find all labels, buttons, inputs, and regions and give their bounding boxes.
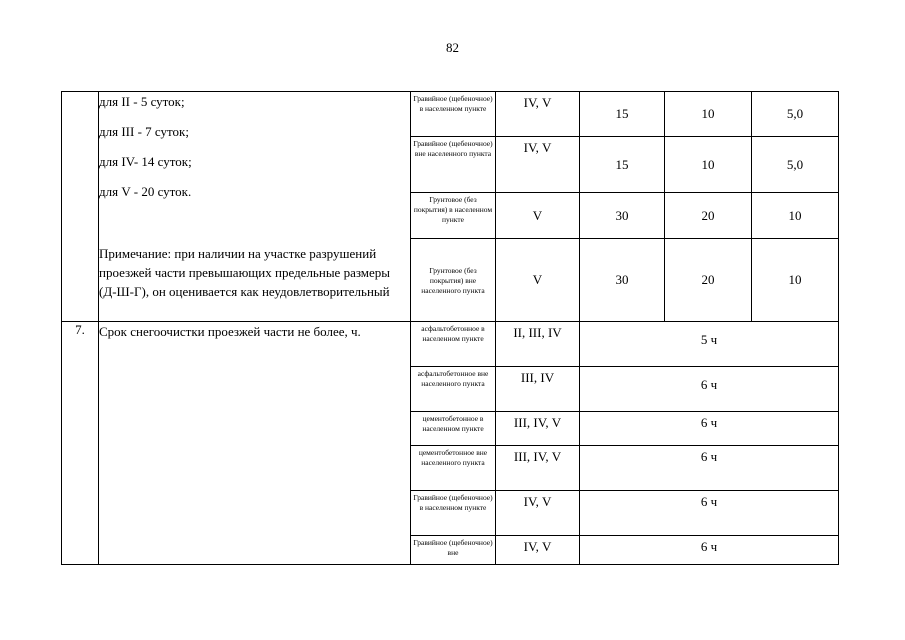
standards-table [61,91,839,565]
cover-type-cell: асфальтобетонное в населенном пункте [411,322,496,367]
item-number: 7. [62,322,99,565]
table-row [62,92,839,137]
number-cell [62,92,99,322]
category-cell: III, IV [496,367,580,412]
value-cell: 5,0 [752,137,839,193]
value-cell: 20 [665,239,752,322]
description-cell [99,92,411,322]
description-line: для III - 7 суток; [99,124,189,139]
value-cell: 10 [665,137,752,193]
description-line: для II - 5 суток; [99,94,185,109]
value-cell: 15 [580,92,665,137]
cover-type-cell: цементобетонное вне населенного пункта [411,446,496,491]
category-cell: IV, V [496,536,580,565]
cover-type-cell: Гравийное (щебеночное) вне населенного пункта [411,137,496,193]
category-cell: V [496,239,580,322]
description-line: Срок снегоочистки проезжей части не более, ч. [99,324,361,339]
category-cell: III, IV, V [496,412,580,446]
cover-type-cell: Гравийное (щебеночное) в населенном пункте [411,491,496,536]
snow-clearing-time: 5 ч [580,322,839,367]
category-cell: IV, V [496,491,580,536]
category-cell: II, III, IV [496,322,580,367]
snow-clearing-time: 6 ч [580,412,839,446]
cover-type-cell: Гравийное (щебеночное) в населенном пункте [411,92,496,137]
value-cell: 5,0 [752,92,839,137]
snow-clearing-time: 6 ч [580,491,839,536]
value-cell: 10 [665,92,752,137]
table-row [62,322,839,367]
value-cell: 30 [580,239,665,322]
cover-type-cell: Грунтовое (без покрытия) в населенном пункте [411,193,496,239]
value-cell: 10 [752,193,839,239]
category-cell: III, IV, V [496,446,580,491]
cover-type-cell: Грунтовое (без покрытия) вне населенного пункта [411,239,496,322]
cover-type-cell: цементобетонное в населенном пункте [411,412,496,446]
value-cell: 15 [580,137,665,193]
category-cell: IV, V [496,92,580,137]
category-cell: V [496,193,580,239]
snow-clearing-time: 6 ч [580,536,839,565]
value-cell: 30 [580,193,665,239]
value-cell: 10 [752,239,839,322]
cover-type-cell: Гравийное (щебеночное) вне [411,536,496,565]
description-cell [99,322,411,565]
value-cell: 20 [665,193,752,239]
note-text: Примечание: при наличии на участке разрушений проезжей части превышающих предельные размеры (Д-Ш-Г), он оценивается как неудовлетворительный [99,246,391,299]
description-line: для IV- 14 суток; [99,154,192,169]
page-number: 82 [446,40,459,55]
snow-clearing-time: 6 ч [580,367,839,412]
snow-clearing-time: 6 ч [580,446,839,491]
description-line: для V - 20 суток. [99,184,192,199]
category-cell: IV, V [496,137,580,193]
cover-type-cell: асфальтобетонное вне населенного пункта [411,367,496,412]
